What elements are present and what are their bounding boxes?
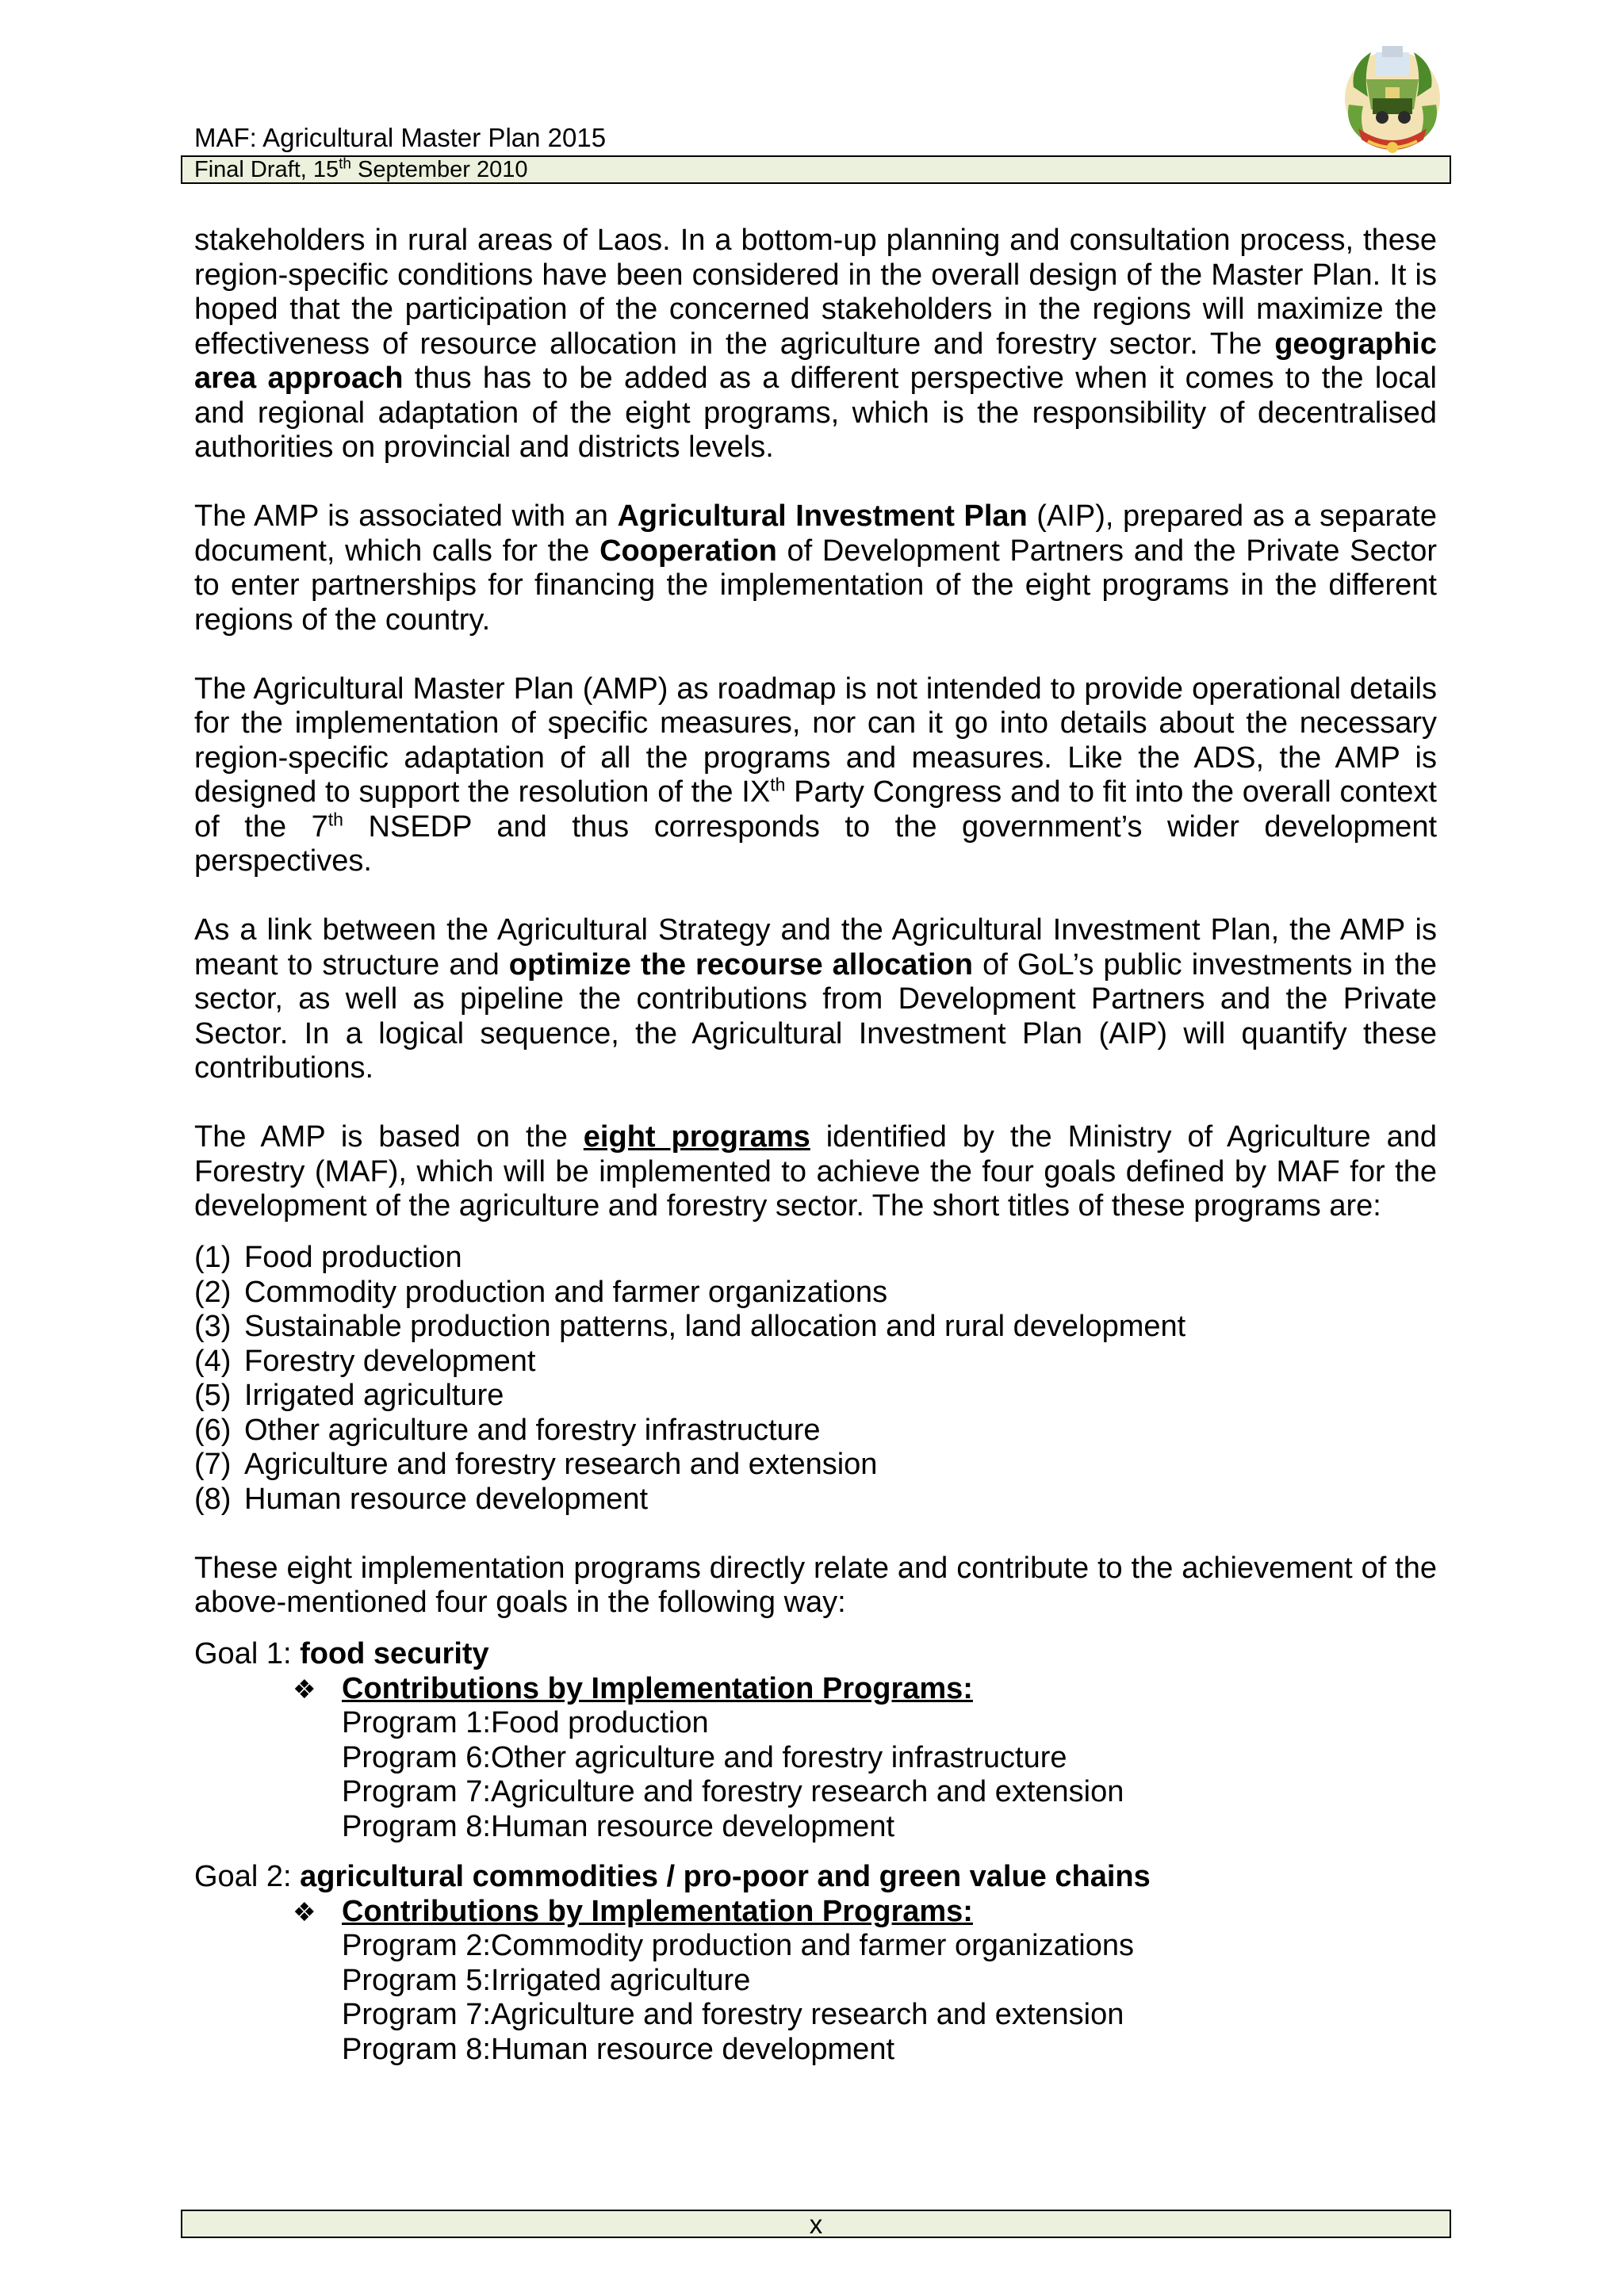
list-item bbox=[194, 1483, 1437, 1517]
list-label: Commodity production and farmer organizations bbox=[244, 1275, 888, 1309]
paragraph-bold-underlined-text: eight programs bbox=[583, 1120, 810, 1154]
goal-heading bbox=[194, 1637, 1437, 1672]
paragraph-geographic-approach bbox=[194, 224, 1437, 465]
goal-prefix: Goal 2: bbox=[194, 1860, 301, 1893]
paragraph-eight-programs bbox=[194, 1120, 1437, 1224]
paragraph-text: (AIP), prepared as a separate document, which calls for the bbox=[194, 499, 1437, 568]
page-footer bbox=[181, 2210, 1451, 2238]
paragraph-text: thus has to be added as a different perspective when it comes to the local and regional adaptation of the eight programs, which is the responsibility of decentralised authorities on provincial and districts levels. bbox=[194, 362, 1437, 464]
goal-1-section bbox=[194, 1637, 1437, 1844]
list-item bbox=[194, 1414, 1437, 1448]
page-number: x bbox=[809, 2210, 823, 2239]
list-item bbox=[194, 1448, 1437, 1483]
list-number: (8) bbox=[194, 1482, 232, 1516]
goal-program-item: Program 8:Human resource development bbox=[342, 1809, 895, 1843]
list-label: Agriculture and forestry research and extension bbox=[244, 1448, 878, 1481]
list-number: (4) bbox=[194, 1344, 232, 1378]
goal-2-section bbox=[194, 1860, 1437, 2067]
paragraph-bold-text: optimize the recourse allocation bbox=[508, 947, 974, 982]
goal-title: food security bbox=[300, 1637, 489, 1670]
paragraph-investment-plan bbox=[194, 499, 1437, 637]
list-number: (6) bbox=[194, 1413, 232, 1447]
paragraph-resource-allocation bbox=[194, 913, 1437, 1086]
paragraph-text: NSEDP and thus corresponds to the government’s wider development perspectives. bbox=[194, 809, 1438, 878]
goal-title: agricultural commodities / pro-poor and green value chains bbox=[300, 1860, 1151, 1893]
superscript: th bbox=[770, 774, 786, 795]
list-item bbox=[194, 1379, 1437, 1414]
superscript: th bbox=[327, 808, 343, 829]
paragraph-text: of Development Partners and the Private Sector to enter partnerships for financing the implementation of the eight programs in the different regions of the country. bbox=[194, 534, 1437, 637]
goal-program-item: Program 2:Commodity production and farmer organizations bbox=[342, 1929, 1135, 1962]
list-label: Forestry development bbox=[244, 1344, 536, 1378]
goal-heading bbox=[194, 1860, 1437, 1895]
ministry-emblem-logo bbox=[1336, 41, 1449, 159]
list-item bbox=[194, 1276, 1437, 1311]
diamond-bullet-icon: ❖ bbox=[293, 1896, 316, 1927]
paragraph-text: of GoL’s public investments in the sector, as well as pipeline the contributions from Development Partners and the Private Sector. In a logical sequence, the Agricultural Investment Plan (AIP) will quantify these contributions. bbox=[194, 947, 1438, 1085]
list-item bbox=[194, 1310, 1437, 1345]
paragraph-text: The Agricultural Master Plan (AMP) as roadmap is not intended to provide operational details for the implementation of specific measures, nor can it go into details about the necessary region-specific adaptation of all the programs and measures. Like the ADS, the AMP is designed to support the resolution of the IX bbox=[194, 672, 1437, 809]
goal-program-item: Program 1:Food production bbox=[342, 1706, 709, 1739]
paragraph-text: stakeholders in rural areas of Laos. In a bottom-up planning and consultation process, these region-specific conditions have been considered in the overall design of the Master Plan. It is hoped that the participation of the concerned stakeholders in the regions will maximize the effectiveness of resource allocation in the agriculture and forestry sector. The bbox=[194, 224, 1437, 361]
paragraph-bold-text: Cooperation bbox=[599, 534, 777, 568]
goal-prefix: Goal 1: bbox=[194, 1637, 301, 1670]
list-number: (7) bbox=[194, 1448, 232, 1481]
contributions-label: Contributions by Implementation Programs: bbox=[342, 1894, 973, 1928]
goal-program-item: Program 8:Human resource development bbox=[342, 2032, 895, 2066]
page-body bbox=[194, 224, 1437, 2067]
paragraph-roadmap bbox=[194, 672, 1437, 879]
contributions-heading bbox=[293, 1672, 1437, 1707]
goal-program-item: Program 6:Other agriculture and forestry infrastructure bbox=[342, 1740, 1067, 1774]
paragraph-bold-text: geographic area approach bbox=[194, 327, 1437, 395]
list-item bbox=[194, 1241, 1437, 1276]
draft-date-suffix: September 2010 bbox=[351, 157, 528, 182]
program-list bbox=[194, 1241, 1437, 1517]
goal-program-item: Program 7:Agriculture and forestry research and extension bbox=[342, 1998, 1124, 2031]
document-title: MAF: Agricultural Master Plan 2015 bbox=[194, 123, 607, 152]
list-label: Sustainable production patterns, land allocation and rural development bbox=[244, 1310, 1186, 1343]
list-number: (1) bbox=[194, 1241, 232, 1274]
paragraph-bold-text: Agricultural Investment Plan bbox=[617, 499, 1028, 533]
list-label: Irrigated agriculture bbox=[244, 1379, 504, 1412]
contributions-heading bbox=[293, 1895, 1437, 1930]
diamond-bullet-icon: ❖ bbox=[293, 1673, 316, 1705]
goal-program-item: Program 5:Irrigated agriculture bbox=[342, 1963, 751, 1997]
list-item bbox=[194, 1345, 1437, 1380]
list-label: Food production bbox=[244, 1241, 462, 1274]
list-label: Other agriculture and forestry infrastructure bbox=[244, 1413, 821, 1447]
list-number: (2) bbox=[194, 1275, 232, 1309]
paragraph-text: The AMP is associated with an bbox=[194, 499, 618, 533]
paragraph-goals-intro: These eight implementation programs directly relate and contribute to the achievement of the above-mentioned four goals in the following way: bbox=[194, 1551, 1437, 1619]
paragraph-text: The AMP is based on the bbox=[194, 1120, 584, 1154]
draft-date-superscript: th bbox=[339, 155, 351, 173]
paragraph-text: As a link between the Agricultural Strategy and the Agricultural Investment Plan, the AMP is meant to structure and bbox=[194, 913, 1437, 982]
draft-banner bbox=[181, 155, 1451, 184]
paragraph-text: Party Congress and to fit into the overall context of the 7 bbox=[194, 775, 1437, 844]
goal-program-item: Program 7:Agriculture and forestry research and extension bbox=[342, 1775, 1124, 1808]
list-label: Human resource development bbox=[244, 1482, 649, 1516]
contributions-label: Contributions by Implementation Programs: bbox=[342, 1671, 973, 1705]
list-number: (3) bbox=[194, 1310, 232, 1343]
draft-date-prefix: Final Draft, 15 bbox=[194, 157, 339, 182]
list-number: (5) bbox=[194, 1379, 232, 1412]
paragraph-text: identified by the Ministry of Agriculture and Forestry (MAF), which will be implemented to achieve the four goals defined by MAF for the development of the agriculture and forestry sector. The short titles of these programs are: bbox=[194, 1120, 1437, 1223]
